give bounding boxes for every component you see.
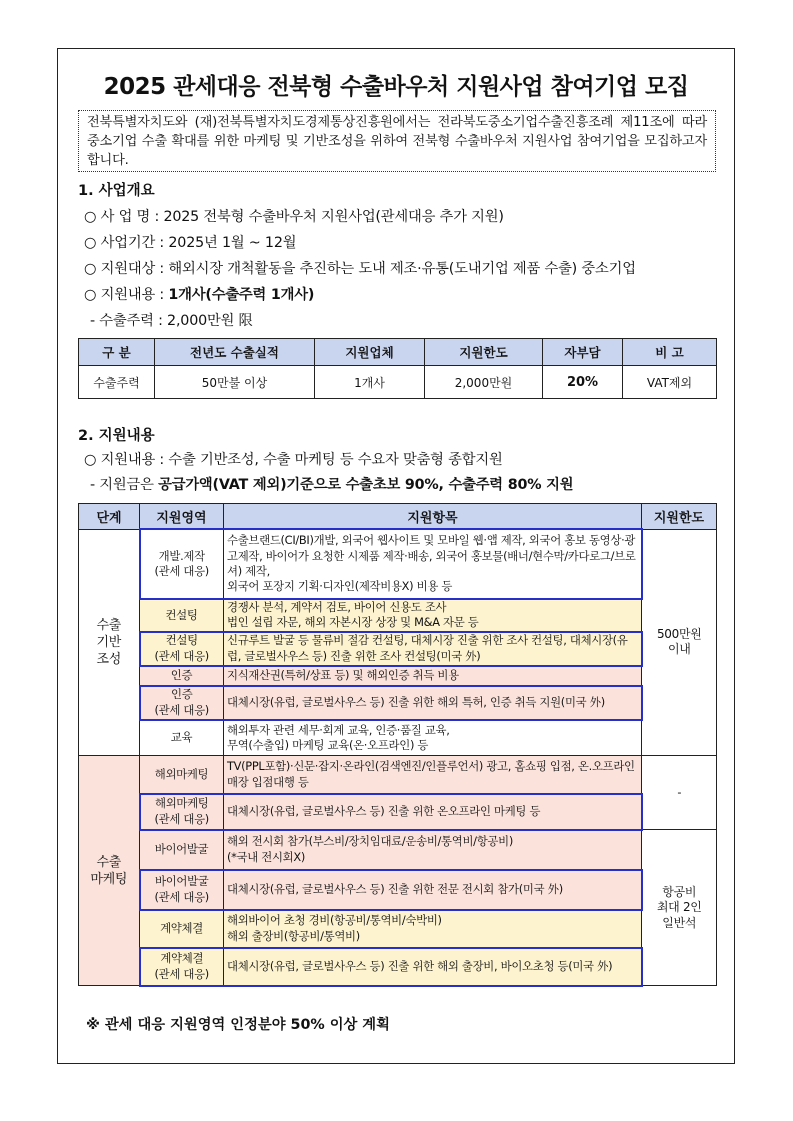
intro-box: 전북특별자치도와 (재)전북특별자치도경제통상진흥원에서는 전라북도중소기업수출진흥조례 제11조에 따라 중소기업 수출 확대를 위한 마케팅 및 기반조성을 위하여 전북형 수출바우처 지원사업 참여기업을 모집하고자 합니다. bbox=[78, 110, 716, 172]
area-cell: 바이어발굴 bbox=[140, 830, 224, 870]
header-cell: 지원항목 bbox=[224, 504, 642, 530]
item-cell: 지식재산권(특허/상표 등) 및 해외인증 취득 비용 bbox=[224, 666, 642, 686]
stage-cell: 수출 기반 조성 bbox=[79, 529, 140, 756]
support-table bbox=[78, 503, 717, 987]
item-cell: 대체시장(유럽, 글로벌사우스 등) 진출 위한 해외 특허, 인증 취득 지원(미국 外) bbox=[224, 686, 642, 720]
table-row bbox=[79, 910, 717, 948]
limit-cell: 500만원 이내 bbox=[642, 529, 717, 756]
table-cell: 수출주력 bbox=[79, 366, 155, 399]
header-cell: 지원한도 bbox=[425, 339, 543, 366]
item-cell: 수출브랜드(CI/BI)개발, 외국어 웹사이트 및 모바일 웹·앱 제작, 외국어 홍보 동영상·광고제작, 바이어가 요청한 시제품 제작·배송, 외국어 홍보물(배너/현수막/카다로그/브로셔) 제작, 외국어 포장지 기획·디자인(제작비용X) 비용 등 bbox=[224, 529, 642, 599]
item-cell: 신규루트 발굴 등 물류비 절감 컨설팅, 대체시장 진출 위한 조사 컨설팅, 대체시장(유럽, 글로벌사우스 등) 진출 위한 조사 컨설팅(미국 外) bbox=[224, 632, 642, 666]
area-cell: 인증 (관세 대응) bbox=[140, 686, 224, 720]
area-cell: 컨설팅 bbox=[140, 599, 224, 632]
table-row bbox=[79, 720, 717, 756]
header-cell: 비 고 bbox=[623, 339, 717, 366]
table-row bbox=[79, 632, 717, 666]
overview-sub: - 수출주력 : 2,000만원 限 bbox=[90, 313, 253, 329]
page-title: 2025 관세대응 전북형 수출바우처 지원사업 참여기업 모집 bbox=[103, 74, 689, 100]
table-cell: 20% bbox=[543, 366, 623, 399]
item-cell: 경쟁사 분석, 계약서 검토, 바이어 신용도 조사 법인 설립 자문, 해외 자본시장 상장 및 M&A 자문 등 bbox=[224, 599, 642, 632]
area-cell: 컨설팅 (관세 대응) bbox=[140, 632, 224, 666]
table-row bbox=[79, 666, 717, 686]
area-cell: 해외마케팅 bbox=[140, 756, 224, 794]
header-cell: 지원영역 bbox=[140, 504, 224, 530]
table-row bbox=[79, 366, 717, 399]
item-cell: 대체시장(유럽, 글로벌사우스 등) 진출 위한 해외 출장비, 바이오초청 등(미국 外) bbox=[224, 948, 642, 986]
section2-heading: 2. 지원내용 bbox=[78, 428, 155, 444]
limit-cell: - bbox=[642, 756, 717, 830]
overview-table bbox=[78, 338, 717, 399]
table-cell: 1개사 bbox=[315, 366, 425, 399]
header-cell: 단계 bbox=[79, 504, 140, 530]
header-cell: 자부담 bbox=[543, 339, 623, 366]
support-content-line: ○ 지원내용 : 수출 기반조성, 수출 마케팅 등 수요자 맞춤형 종합지원 bbox=[84, 452, 503, 468]
table-cell: 2,000만원 bbox=[425, 366, 543, 399]
overview-target: ○ 지원대상 : 해외시장 개척활동을 추진하는 도내 제조·유통(도내기업 제품 수출) 중소기업 bbox=[84, 261, 636, 277]
table-row bbox=[79, 599, 717, 632]
item-cell: TV(PPL포함)·신문·잡지·온라인(검색엔진/인플루언서) 광고, 홈쇼핑 입점, 온.오프라인매장 입점대행 등 bbox=[224, 756, 642, 794]
area-cell: 인증 bbox=[140, 666, 224, 686]
section1-heading: 1. 사업개요 bbox=[78, 183, 155, 199]
table-cell: VAT제외 bbox=[623, 366, 717, 399]
table-cell: 50만불 이상 bbox=[155, 366, 315, 399]
table-row bbox=[79, 948, 717, 986]
stage-cell: 수출 마케팅 bbox=[79, 756, 140, 986]
header-cell: 지원한도 bbox=[642, 504, 717, 530]
area-cell: 교육 bbox=[140, 720, 224, 756]
table-row bbox=[79, 870, 717, 910]
table-row bbox=[79, 794, 717, 830]
support-table-header bbox=[79, 504, 717, 530]
area-cell: 계약체결 (관세 대응) bbox=[140, 948, 224, 986]
limit-cell: 항공비 최대 2인 일반석 bbox=[642, 830, 717, 986]
overview-period: ○ 사업기간 : 2025년 1월 ~ 12월 bbox=[84, 235, 297, 251]
table-row bbox=[79, 529, 717, 599]
table-row bbox=[79, 830, 717, 870]
area-cell: 계약체결 bbox=[140, 910, 224, 948]
item-cell: 대체시장(유럽, 글로벌사우스 등) 진출 위한 전문 전시회 참가(미국 外) bbox=[224, 870, 642, 910]
area-cell: 개발.제작 (관세 대응) bbox=[140, 529, 224, 599]
table-row bbox=[79, 756, 717, 794]
header-cell: 구 분 bbox=[79, 339, 155, 366]
item-cell: 대체시장(유럽, 글로벌사우스 등) 진출 위한 온오프라인 마케팅 등 bbox=[224, 794, 642, 830]
overview-table-header bbox=[79, 339, 717, 366]
item-cell: 해외 전시회 참가(부스비/장치임대료/운송비/통역비/항공비) (*국내 전시회X) bbox=[224, 830, 642, 870]
footnote: ※ 관세 대응 지원영역 인정분야 50% 이상 계획 bbox=[86, 1017, 390, 1033]
support-rate-line: - 지원금은 공급가액(VAT 제외)기준으로 수출초보 90%, 수출주력 80% 지원 bbox=[90, 477, 574, 493]
header-cell: 전년도 수출실적 bbox=[155, 339, 315, 366]
area-cell: 해외마케팅 (관세 대응) bbox=[140, 794, 224, 830]
header-cell: 지원업체 bbox=[315, 339, 425, 366]
overview-name: ○ 사 업 명 : 2025 전북형 수출바우처 지원사업(관세대응 추가 지원) bbox=[84, 209, 504, 225]
item-cell: 해외바이어 초청 경비(항공비/통역비/숙박비) 해외 출장비(항공비/통역비) bbox=[224, 910, 642, 948]
area-cell: 바이어발굴 (관세 대응) bbox=[140, 870, 224, 910]
overview-content: ○ 지원내용 : 1개사(수출주력 1개사) bbox=[84, 287, 315, 303]
table-row bbox=[79, 686, 717, 720]
item-cell: 해외투자 관련 세무·회계 교육, 인증·품질 교육, 무역(수출입) 마케팅 교육(온·오프라인) 등 bbox=[224, 720, 642, 756]
